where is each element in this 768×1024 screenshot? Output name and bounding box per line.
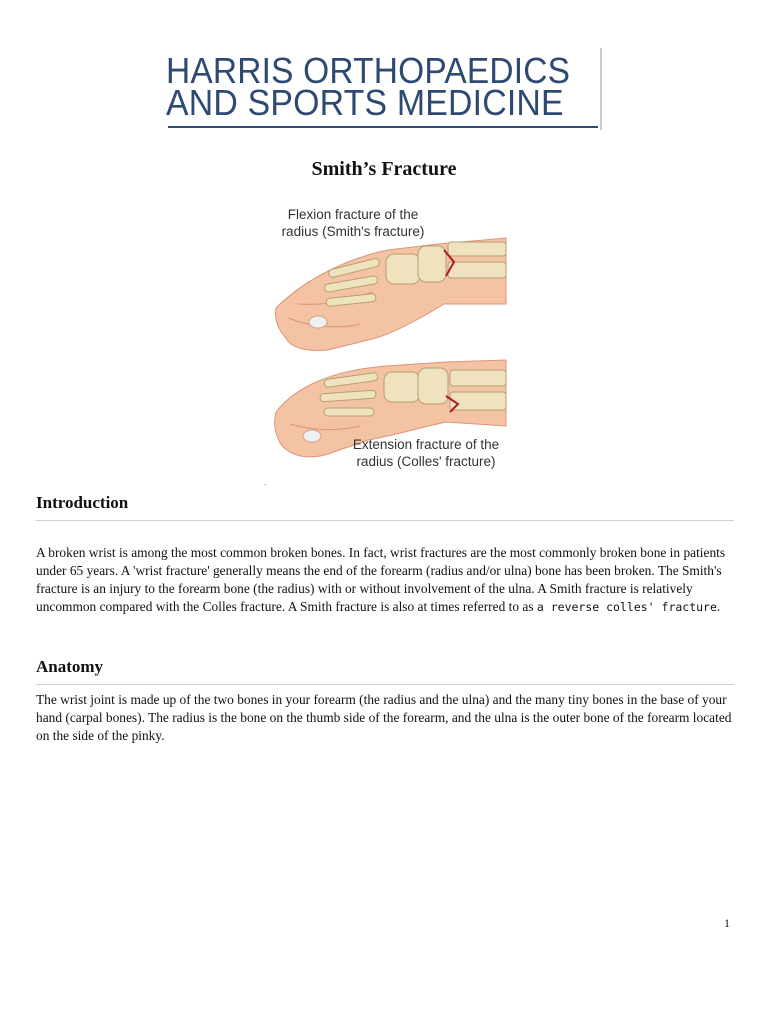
wrist-fracture-illustration (264, 200, 508, 490)
flexion-hand-image (275, 238, 506, 351)
logo-line-1: HARRIS ORTHOPAEDICS (166, 50, 571, 91)
anatomy-divider (36, 684, 734, 685)
page-number: 1 (724, 916, 730, 930)
logo-underline (168, 126, 598, 128)
caption-flexion: Flexion fracture of the radius (Smith's fracture) (281, 207, 425, 239)
anatomy-paragraph: The wrist joint is made up of the two bones in your forearm (the radius and the ulna) and the many tiny bones in the base of your hand (carpal bones). The radius is the bone on the thumb side of the forearm, and the ulna is the outer bone of the forearm located on the side of the pinky. (36, 692, 732, 743)
anatomy-heading: Anatomy (36, 657, 104, 676)
introduction-text: A broken wrist is among the most common broken bones. In fact, wrist fractures are the most commonly broken bone in patients under 65 years. A 'wrist fracture' generally means the end of the forearm (radius and/or ulna) bone has been broken. The Smith's fracture is an injury to the forearm bone (the radius) with or without involvement of the ulna. A Smith fracture is relatively uncommon compared with the Colles fracture. A Smith fracture is also at times referred to as (36, 545, 726, 614)
introduction-heading: Introduction (36, 493, 129, 512)
reverse-colles-text: a reverse colles' fracture (536, 600, 717, 614)
figure-dot: . (264, 478, 266, 487)
harris-orthopaedics-logo (166, 48, 602, 130)
introduction-text-end: . (716, 599, 721, 614)
introduction-divider (36, 520, 734, 521)
caption-extension: Extension fracture of the radius (Colles' fracture) (352, 437, 500, 469)
introduction-paragraph (36, 544, 736, 616)
page-title: Smith’s Fracture (311, 158, 457, 180)
logo-line-2: AND SPORTS MEDICINE (166, 82, 564, 123)
